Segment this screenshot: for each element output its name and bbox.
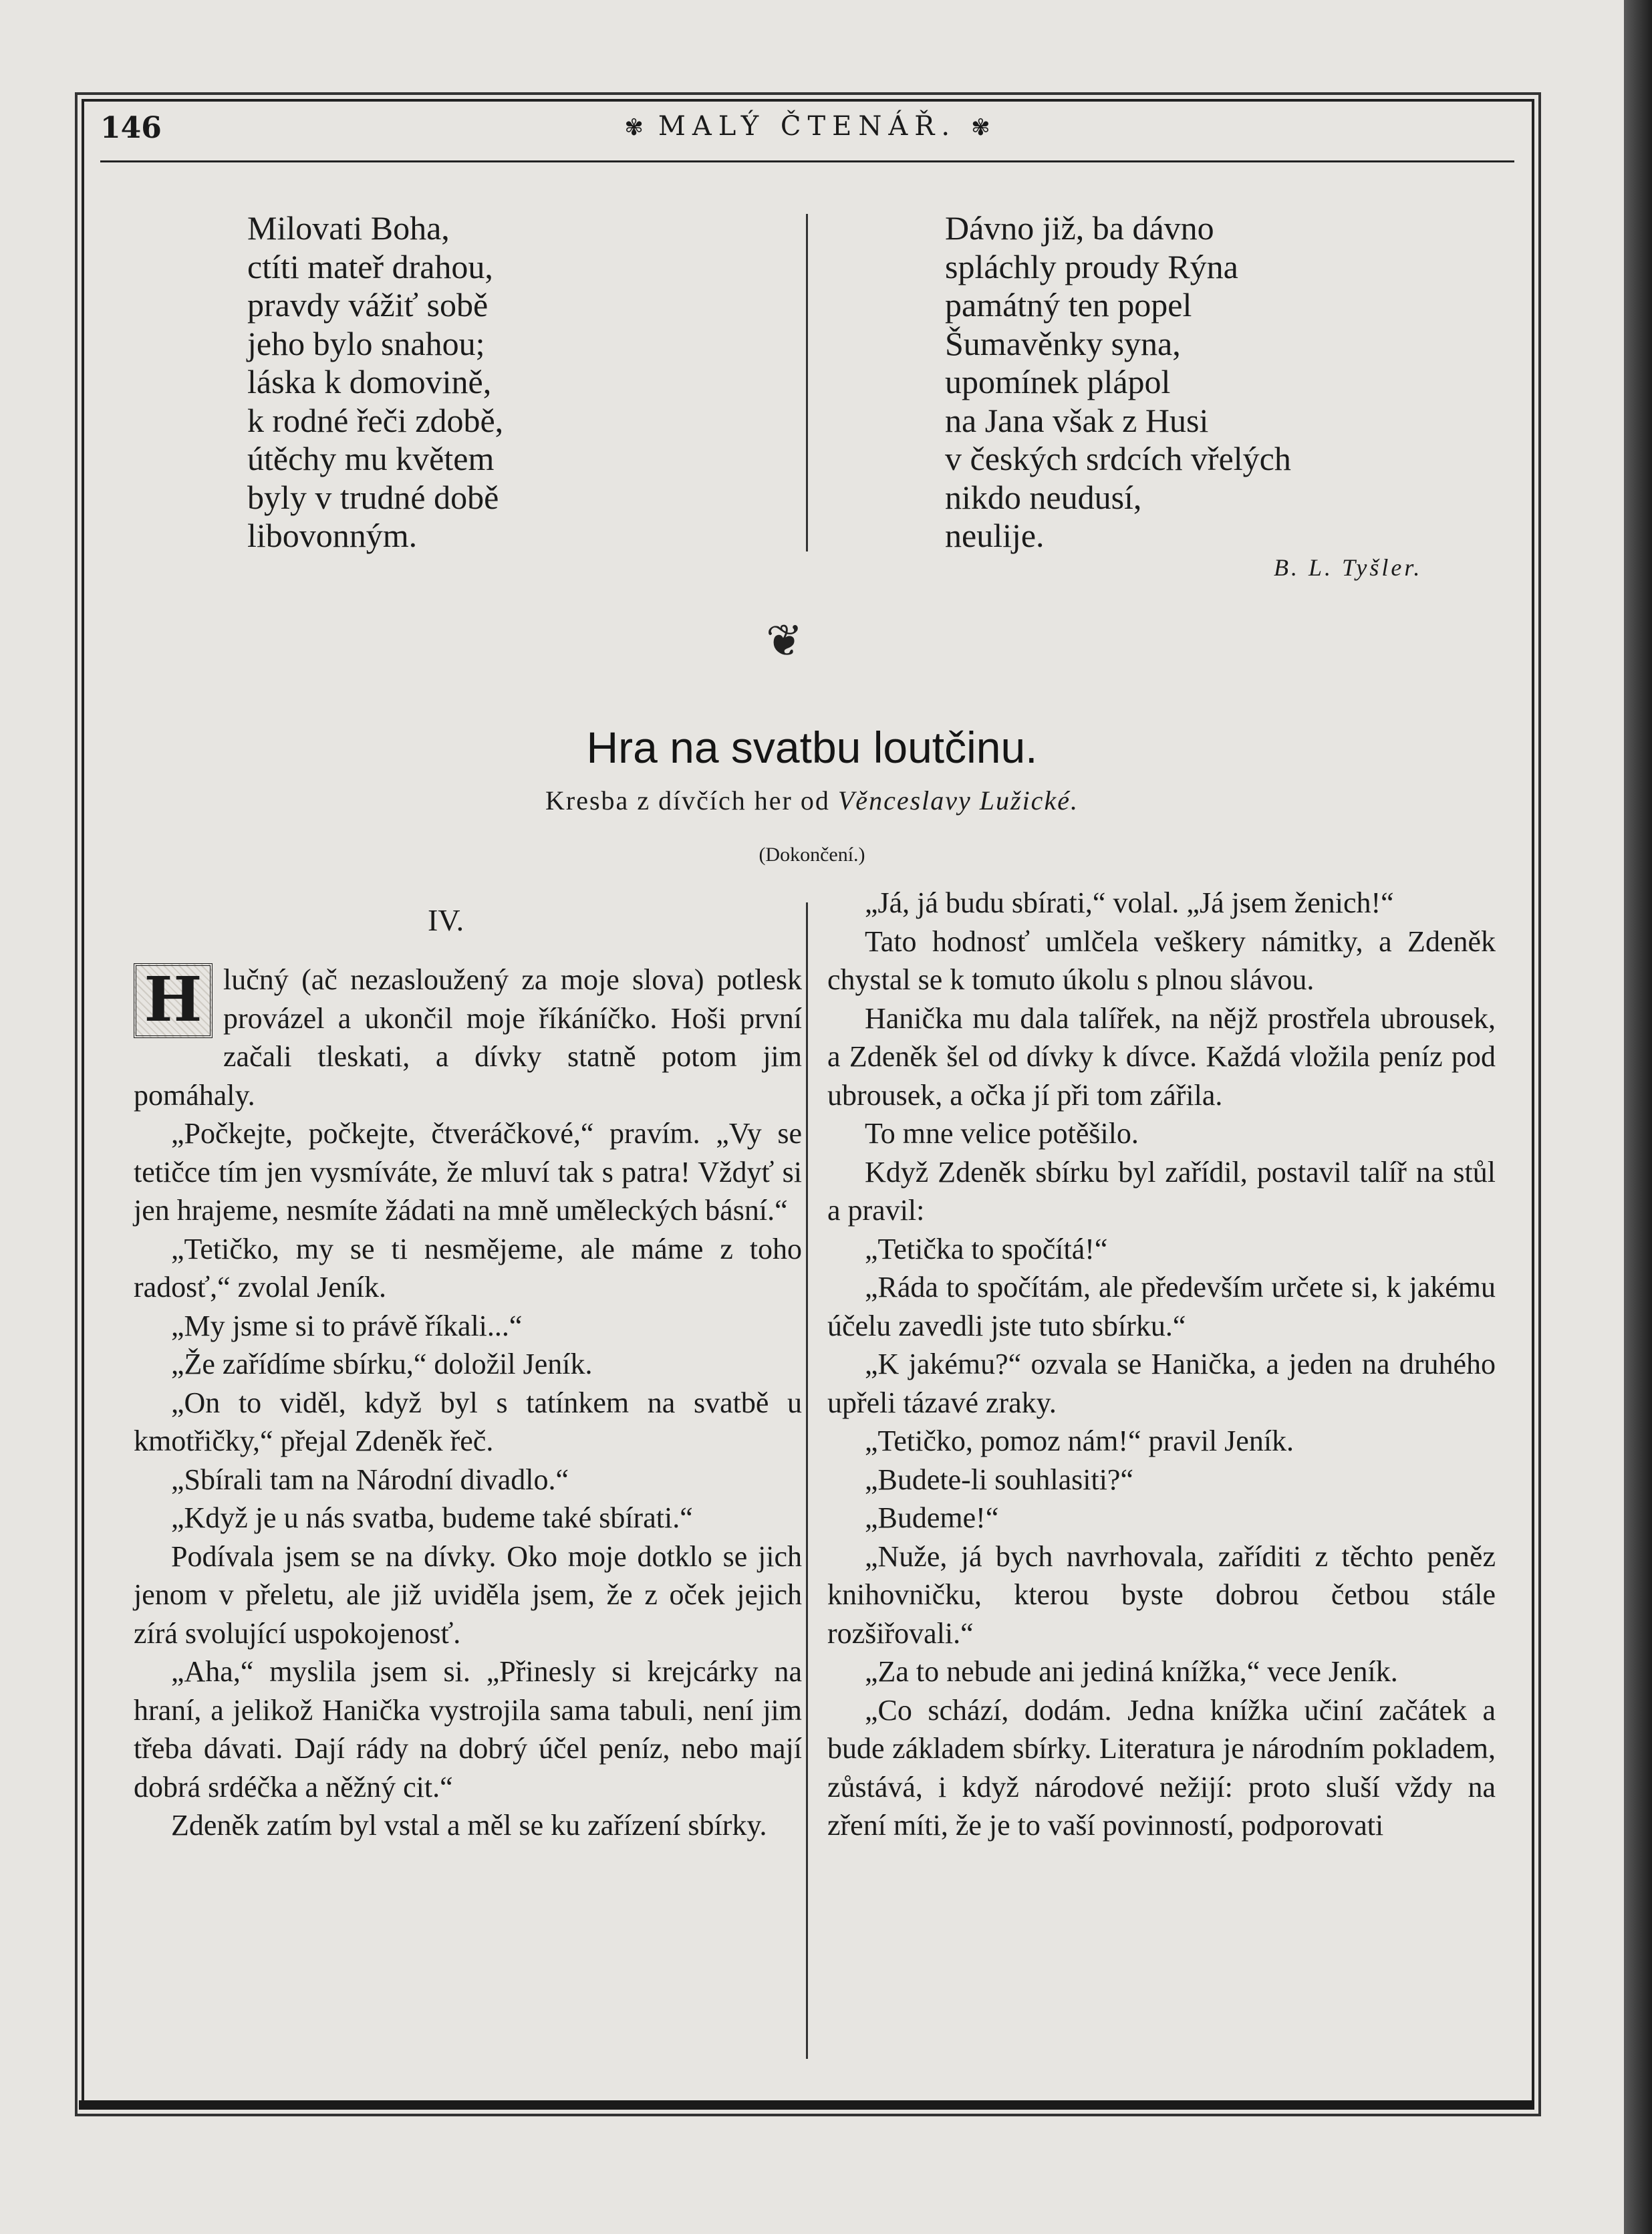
story-column-divider xyxy=(806,902,808,2059)
paragraph: Zdeněk zatím byl vstal a měl se ku zařízení sbírky. xyxy=(171,1809,767,1842)
paragraph: „Co schází, dodám. Jedna knížka učiní začátek a bude základem sbírky. Literatura je národním pokladem, zůstává, i když národové nežijí: proto sluší vždy na zření míti, že je to vaší povinností, podporovati xyxy=(827,1693,1496,1842)
frame-bottom-rule xyxy=(79,2100,1534,2110)
poem-line: útěchy mu květem xyxy=(247,440,495,477)
poem-line: ctíti mateř drahou, xyxy=(247,247,493,285)
paragraph: „Za to nebude ani jediná knížka,“ vece Jeník. xyxy=(865,1655,1398,1688)
paragraph: „My jsme si to právě říkali...“ xyxy=(171,1309,523,1342)
paragraph: „Tetičko, my se ti nesmějeme, ale máme z toho radosť,“ zvolal Jeník. xyxy=(134,1232,802,1304)
paragraph xyxy=(134,961,802,1114)
poem-line: k rodné řeči zdobě, xyxy=(247,401,504,439)
poem-line: jeho bylo snahou; xyxy=(247,324,485,362)
paragraph: „Když je u nás svatba, budeme také sbírati.“ xyxy=(171,1501,693,1534)
paragraph: „Ráda to spočítám, ale především určete si, k jakému účelu zavedli jste tuto sbírku.“ xyxy=(827,1271,1496,1342)
paragraph: Podívala jsem se na dívky. Oko moje dotklo se jich jenom v přeletu, ale již uviděla jsem, že z oček jejich zírá svolující uspokojenosť. xyxy=(134,1539,802,1650)
story-right-column xyxy=(827,884,1496,1845)
paragraph: „Tetička to spočítá!“ xyxy=(865,1232,1108,1265)
paragraph: Tato hodnosť umlčela veškery námitky, a Zdeněk chystal se k tomuto úkolu s plnou slávou. xyxy=(827,924,1496,996)
page-number: 146 xyxy=(100,111,162,145)
poem-author: B. L. Tyšler. xyxy=(1274,554,1423,581)
page-header xyxy=(100,111,1514,158)
poem-left-stanza xyxy=(247,209,503,555)
paragraph: „Že zařídíme sbírku,“ doložil Jeník. xyxy=(171,1348,593,1380)
poem-right-stanza xyxy=(945,209,1291,555)
paragraph: To mne velice potěšilo. xyxy=(865,1117,1139,1150)
poem-line: Milovati Boha, xyxy=(247,209,450,247)
poem-line: Dávno již, ba dávno xyxy=(945,209,1214,247)
paragraph: Hanička mu dala talířek, na nějž prostřela ubrousek, a Zdeněk šel od dívky k dívce. Každá vložila peníz pod ubrousek, a očka jí při tom zářila. xyxy=(827,1001,1496,1112)
paragraph: „K jakému?“ ozvala se Hanička, a jeden na druhého upřeli tázavé zraky. xyxy=(827,1348,1496,1419)
header-rule xyxy=(100,160,1514,162)
paragraph: „Aha,“ myslila jsem si. „Přinesly si krejcárky na hraní, a jelikož Hanička vystrojila sama tabuli, není jim třeba dávati. Dají rády na dobrý účel peníz, nebo mají dobrá srdéčka a něžný cit.“ xyxy=(134,1655,802,1804)
paragraph: „Sbírali tam na Národní divadlo.“ xyxy=(171,1463,569,1496)
poem-line: památný ten popel xyxy=(945,286,1192,324)
poem-column-divider xyxy=(806,214,808,551)
poem-line: spláchly proudy Rýna xyxy=(945,247,1238,285)
subtitle-prefix: Kresba z dívčích her od xyxy=(545,785,830,816)
story-subtitle xyxy=(0,785,1624,816)
fleuron-icon: ❦ xyxy=(766,617,803,666)
paragraph: Když Zdeněk sbírku byl zařídil, postavil talíř na stůl a pravil: xyxy=(827,1155,1496,1227)
ornament-left-icon: ✾ xyxy=(624,114,644,141)
poem-line: nikdo neudusí, xyxy=(945,478,1142,516)
poem-line: Šumavěnky syna, xyxy=(945,324,1181,362)
poem-line: pravdy vážiť sobě xyxy=(247,286,489,324)
poem-line: libovonným. xyxy=(247,517,418,554)
poem-line: láska k domovině, xyxy=(247,363,492,400)
paragraph: „Budete-li souhlasiti?“ xyxy=(865,1463,1133,1496)
scan-edge xyxy=(1624,0,1652,2234)
poem-line: upomínek plápol xyxy=(945,363,1171,400)
story-title: Hra na svatbu loutčinu. xyxy=(586,723,1038,772)
paragraph: „Budeme!“ xyxy=(865,1501,999,1534)
poem-line: na Jana však z Husi xyxy=(945,401,1209,439)
paragraph: „Tetičko, pomoz nám!“ pravil Jeník. xyxy=(865,1424,1294,1457)
poem-line: byly v trudné době xyxy=(247,478,499,516)
poem-line: v českých srdcích vřelých xyxy=(945,440,1291,477)
drop-cap-initial: H xyxy=(134,963,213,1038)
paragraph: „Já, já budu sbírati,“ volal. „Já jsem ženich!“ xyxy=(865,886,1394,919)
paragraph: „On to viděl, když byl s tatínkem na svatbě u kmotřičky,“ přejal Zdeněk řeč. xyxy=(134,1386,802,1457)
paragraph: „Nuže, já bych navrhovala, zaříditi z těchto peněz knihovničku, kterou byste dobrou četbou stále rozšiřovali.“ xyxy=(827,1539,1496,1650)
continued-note: (Dokončení.) xyxy=(759,844,865,866)
paragraph-text: lučný (ač nezasloužený za moje slova) potlesk provázel a ukončil moje říkáníčko. Hoši první začali tleskati, a dívky statně potom jim pomáhaly. xyxy=(134,963,802,1112)
subtitle-author: Věnceslavy Lužické. xyxy=(837,785,1079,816)
running-title xyxy=(100,111,1514,142)
poem-line: neulije. xyxy=(945,517,1045,554)
ornament-right-icon: ✾ xyxy=(971,114,990,141)
running-title-text: MALÝ ČTENÁŘ. xyxy=(658,111,957,142)
paragraph: „Počkejte, počkejte, čtveráčkové,“ pravím. „Vy se tetičce tím jen vysmíváte, že mluví tak s patra! Vždyť si jen hrajeme, nesmíte žádati na mně uměleckých básní.“ xyxy=(134,1117,802,1227)
story-left-column xyxy=(134,961,802,1845)
section-number: IV. xyxy=(428,903,464,937)
